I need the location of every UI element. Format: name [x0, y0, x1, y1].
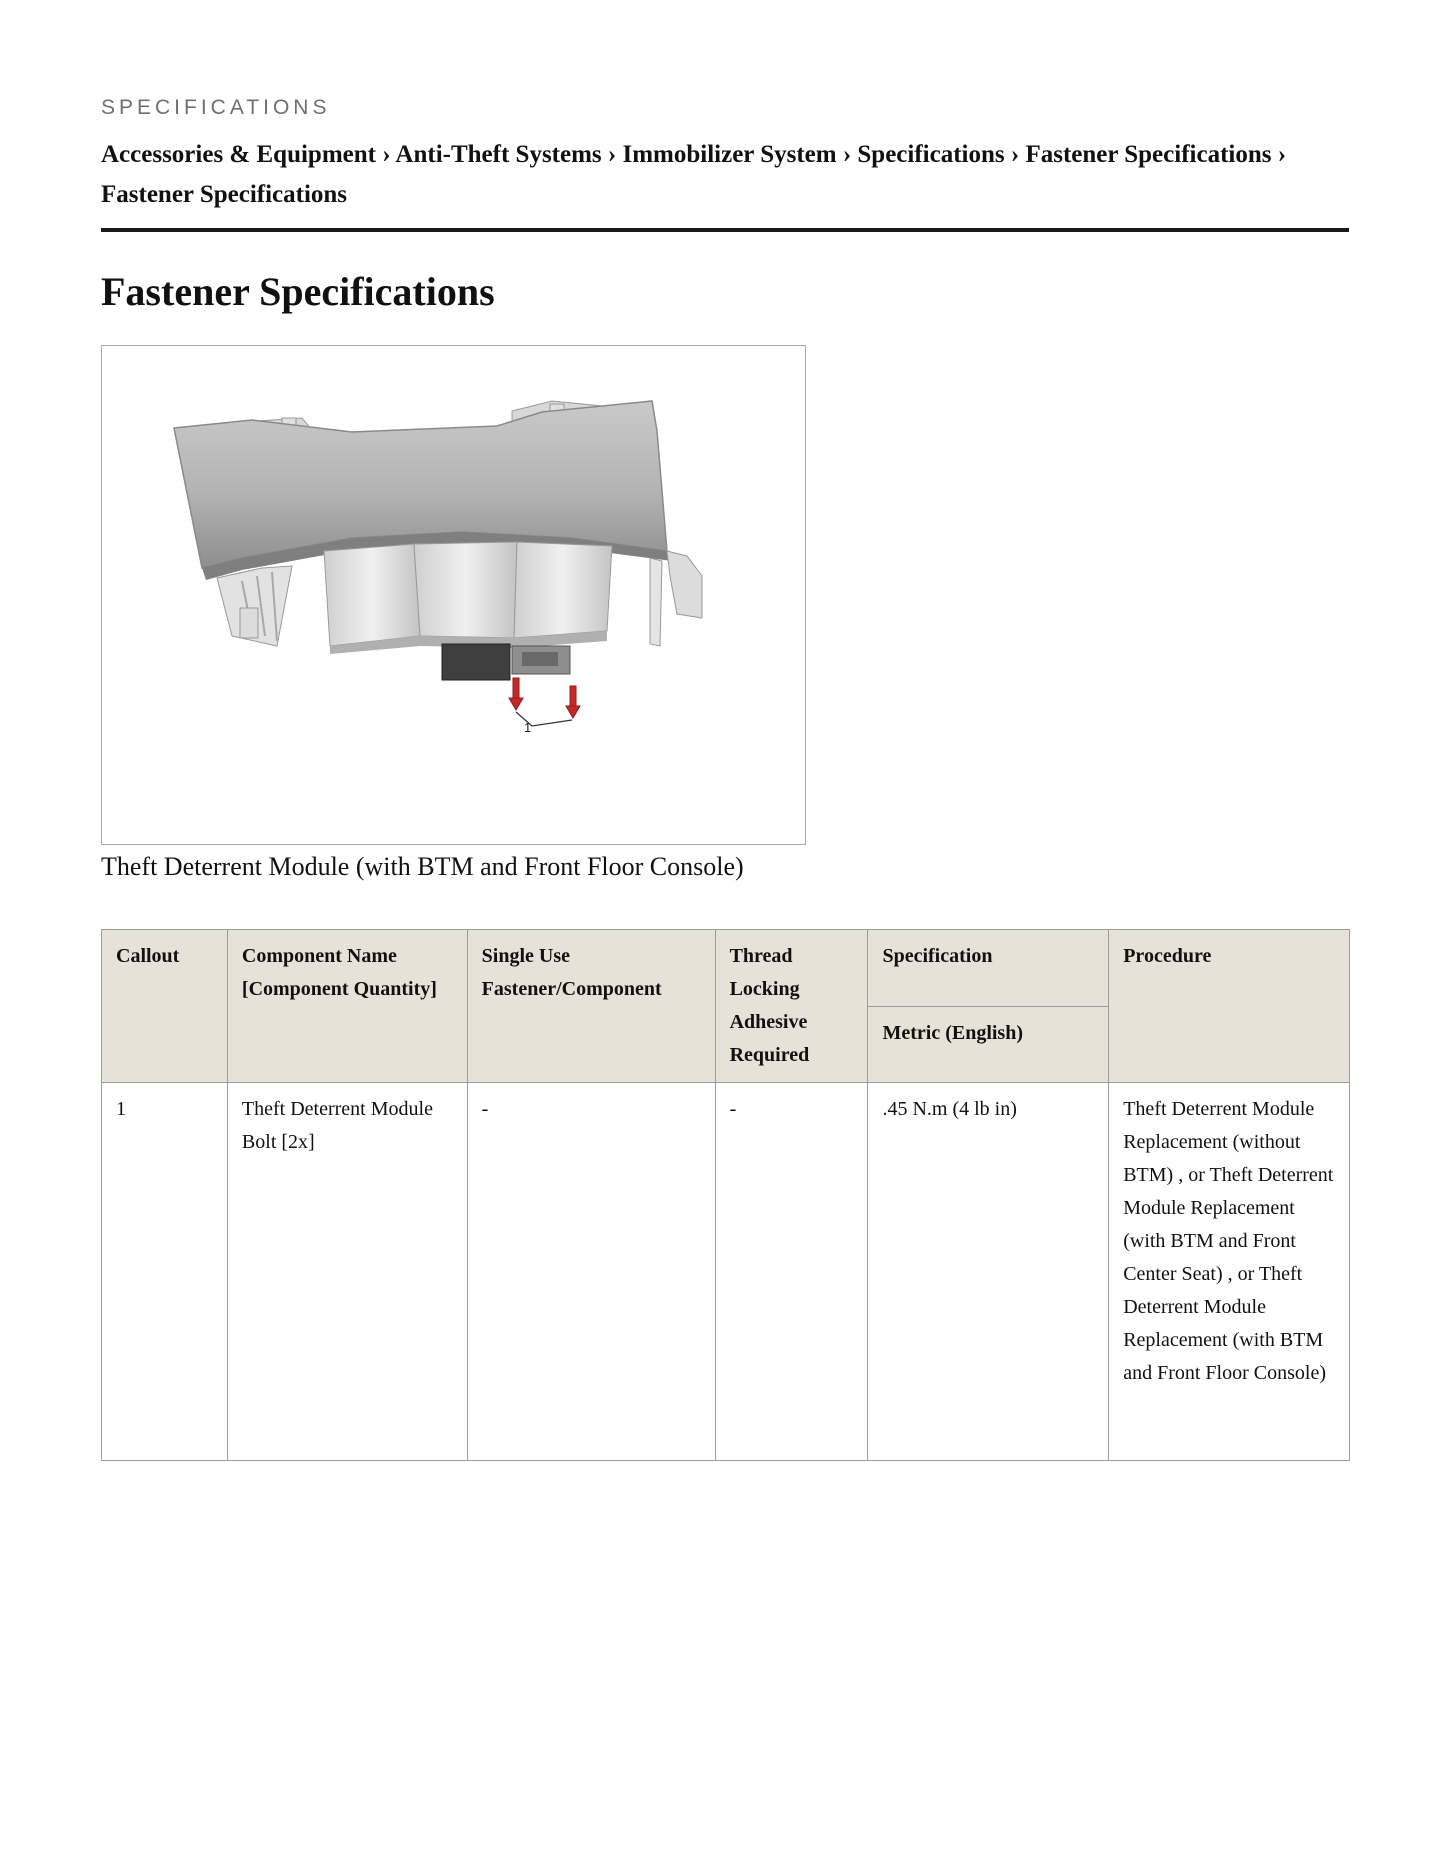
col-thread-locking: Thread Locking Adhesive Required	[715, 930, 868, 1083]
section-eyebrow: SPECIFICATIONS	[101, 96, 331, 119]
component-illustration	[101, 345, 806, 845]
cell-single-use: -	[467, 1083, 715, 1461]
col-specification: Specification	[868, 930, 1109, 1007]
col-procedure: Procedure	[1109, 930, 1350, 1083]
page-title: Fastener Specifications	[101, 269, 495, 314]
col-component-name: Component Name [Component Quantity]	[227, 930, 467, 1083]
cell-procedure: Theft Deterrent Module Replacement (without BTM) , or Theft Deterrent Module Replacement (with BTM and Front Center Seat) , or Theft Deterrent Module Replacement (with BTM and Front Floor Console)	[1109, 1083, 1350, 1461]
table-row	[102, 1083, 1350, 1461]
header-divider	[101, 228, 1349, 232]
col-callout: Callout	[102, 930, 228, 1083]
cell-component-name: Theft Deterrent Module Bolt [2x]	[227, 1083, 467, 1461]
col-metric-english: Metric (English)	[868, 1006, 1109, 1083]
breadcrumb: Accessories & Equipment › Anti-Theft Systems › Immobilizer System › Specifications › Fastener Specifications › Fastener Specifications	[101, 141, 1287, 208]
cell-specification: .45 N.m (4 lb in)	[868, 1083, 1109, 1461]
fastener-spec-table	[101, 929, 1350, 1461]
theft-deterrent-module-drawing	[102, 346, 807, 846]
cell-thread-locking: -	[715, 1083, 868, 1461]
col-single-use: Single Use Fastener/Component	[467, 930, 715, 1083]
cell-callout: 1	[102, 1083, 228, 1461]
figure-caption: Theft Deterrent Module (with BTM and Front Floor Console)	[101, 852, 744, 881]
callout-label: 1	[524, 720, 532, 735]
